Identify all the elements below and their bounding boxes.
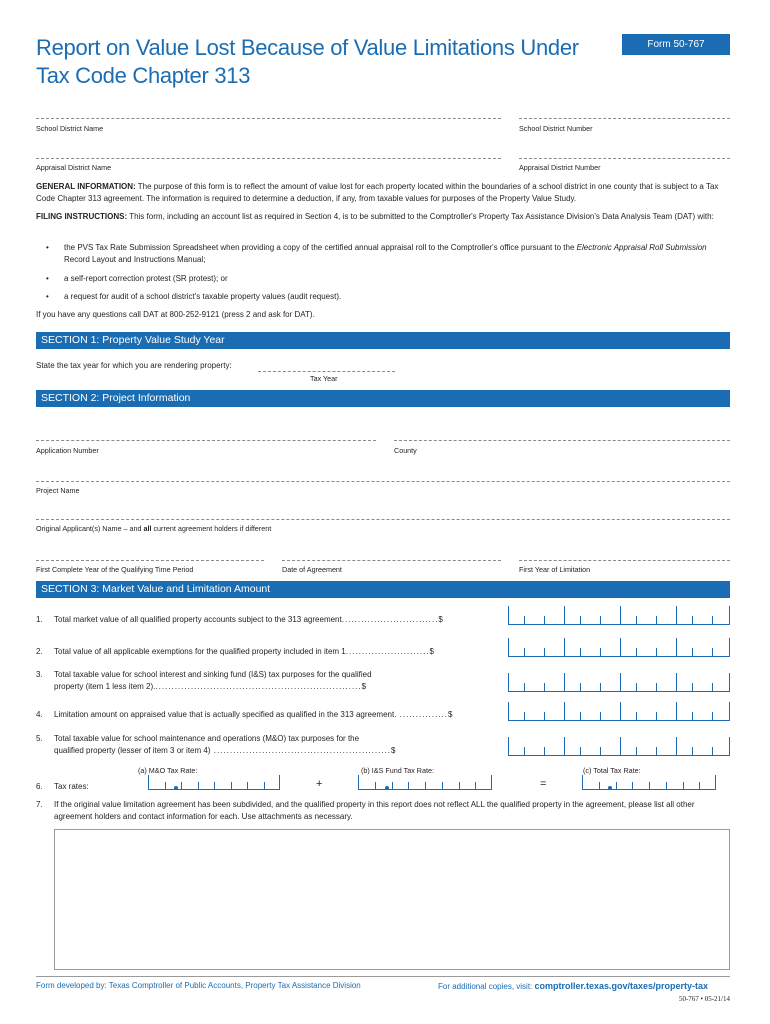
comb-divider [564, 737, 565, 755]
item-5-number: 5. [36, 734, 43, 743]
comb-divider [392, 782, 393, 789]
comb-divider [580, 683, 581, 691]
item-3-label-line1: Total taxable value for school interest and sinking fund (I&S) tax purposes for the qualified [54, 670, 372, 679]
comb-divider [600, 747, 601, 755]
comb-divider [692, 712, 693, 720]
comb-divider [676, 702, 677, 720]
comb-divider [729, 702, 730, 720]
comb-divider [279, 775, 280, 789]
appraisal-district-number-field[interactable] [519, 158, 730, 159]
section-3-header: SECTION 3: Market Value and Limitation Amount [36, 581, 730, 598]
dollar-sign: $ [448, 710, 453, 719]
bullet-icon: • [46, 243, 49, 252]
item-1-label: Total market value of all qualified property accounts subject to the 313 agreement [54, 615, 342, 624]
comb-divider [676, 606, 677, 624]
item-3-number: 3. [36, 670, 43, 679]
item-5-amount-field[interactable] [508, 738, 730, 756]
comb-divider [580, 712, 581, 720]
comb-divider [508, 702, 509, 720]
general-information-text: The purpose of this form is to reflect the amount of value lost for each property located within the boundaries of a school district in one county that is subject to a Tax Code Chapter 313 agreement. The information is required to determine a deduction, if any, from taxable values for purposes of the Property Value Study. [36, 182, 719, 203]
comb-divider [715, 775, 716, 789]
item-2-leader: .......................... [345, 647, 430, 656]
comb-divider [600, 712, 601, 720]
dollar-sign: $ [438, 615, 443, 624]
item-5-label-line2: qualified property (lesser of item 3 or item 4) [54, 746, 211, 755]
dollar-sign: $ [429, 647, 434, 656]
agreement-holders-textarea[interactable] [54, 829, 730, 970]
comb-divider [459, 782, 460, 789]
item-7-text: If the original value limitation agreement has been subdivided, and the qualified property in this report does not reflect ALL the qualified property in the agreement, please list all other agreement holders and contact information for each. Use attachments as necessary. [54, 800, 695, 821]
comb-divider [692, 683, 693, 691]
filing-instructions-text: This form, including an account list as required in Section 4, is to be submitted to the Comptroller's Property Tax Assistance Division's Data Analysis Team (DAT) with: [129, 212, 714, 221]
item-4-amount-field[interactable] [508, 703, 730, 721]
comb-divider [491, 775, 492, 789]
comb-divider [729, 673, 730, 691]
comb-divider [729, 606, 730, 624]
item-4-label: Limitation amount on appraised value that is actually specified as qualified in the 313 agreement. [54, 710, 397, 719]
comb-divider [580, 648, 581, 656]
comb-divider [165, 782, 166, 789]
comb-divider [544, 712, 545, 720]
footer-url-link[interactable]: comptroller.texas.gov/taxes/property-tax [534, 981, 709, 991]
comb-divider [656, 747, 657, 755]
decimal-point-icon [174, 786, 178, 790]
item-6-label: Tax rates: [54, 782, 89, 791]
comb-divider [676, 737, 677, 755]
filing-instructions [36, 211, 730, 223]
applicant-name-label [36, 524, 271, 533]
footer-form-date: 50-767 • 05-21/14 [678, 995, 730, 1003]
comb-divider [564, 606, 565, 624]
filing-bullet-1-post: Record Layout and Instructions Manual; [64, 255, 206, 264]
comb-divider [582, 775, 583, 789]
comb-divider [564, 673, 565, 691]
decimal-point-icon [608, 786, 612, 790]
item-1-number: 1. [36, 615, 43, 624]
comb-divider [564, 702, 565, 720]
comb-divider [699, 782, 700, 789]
comb-divider [358, 775, 359, 789]
item-2-number: 2. [36, 647, 43, 656]
tax-year-prompt: State the tax year for which you are rendering property: [36, 361, 232, 370]
comb-divider [692, 616, 693, 624]
mo-tax-rate-field[interactable] [148, 776, 280, 790]
school-district-number-label: School District Number [519, 124, 593, 133]
comb-divider [564, 638, 565, 656]
first-year-limitation-label: First Year of Limitation [519, 565, 591, 574]
item-1-amount-field[interactable] [508, 607, 730, 625]
comb-divider [620, 702, 621, 720]
plus-sign: + [316, 778, 323, 790]
comb-divider [729, 638, 730, 656]
total-tax-rate-field[interactable] [582, 776, 716, 790]
item-4-leader: ............... [396, 710, 448, 719]
application-number-label: Application Number [36, 446, 99, 455]
form-number-badge: Form 50-767 [622, 34, 730, 55]
comb-divider [712, 712, 713, 720]
comb-divider [712, 648, 713, 656]
item-4-text [54, 709, 504, 721]
comb-divider [620, 737, 621, 755]
bullet-icon: • [46, 292, 49, 301]
comb-divider [524, 712, 525, 720]
item-1-text [54, 614, 504, 626]
comb-divider [544, 747, 545, 755]
comb-divider [620, 606, 621, 624]
comb-divider [524, 747, 525, 755]
item-2-amount-field[interactable] [508, 639, 730, 657]
applicant-name-field[interactable] [36, 519, 730, 520]
comb-divider [620, 638, 621, 656]
comb-divider [600, 648, 601, 656]
item-4-number: 4. [36, 710, 43, 719]
filing-bullet-1 [64, 242, 724, 266]
comb-divider [683, 782, 684, 789]
comb-divider [231, 782, 232, 789]
project-name-label: Project Name [36, 486, 80, 495]
general-information [36, 181, 730, 205]
comb-divider [544, 648, 545, 656]
filing-bullet-2: a self-report correction protest (SR protest); or [64, 274, 228, 283]
comb-divider [600, 683, 601, 691]
comb-divider [632, 782, 633, 789]
comb-divider [712, 616, 713, 624]
form-title: Report on Value Lost Because of Value Limitations Under Tax Code Chapter 313 [36, 35, 579, 88]
item-3-amount-field[interactable] [508, 674, 730, 692]
general-information-label: GENERAL INFORMATION: [36, 182, 136, 191]
comb-divider [214, 782, 215, 789]
comb-divider [666, 782, 667, 789]
item-3-label-line2: property (item 1 less item 2). [54, 682, 156, 691]
item-5-text [54, 733, 504, 757]
comb-divider [580, 747, 581, 755]
comb-divider [508, 737, 509, 755]
project-name-field[interactable] [36, 481, 730, 482]
item-6-number: 6. [36, 782, 43, 791]
filing-bullet-1-italic: Electronic Appraisal Roll Submission [576, 243, 707, 252]
first-complete-year-field[interactable] [36, 560, 264, 561]
item-5-label-line1: Total taxable value for school maintenance and operations (M&O) tax purposes for the [54, 734, 360, 743]
dollar-sign: $ [390, 746, 396, 755]
mo-tax-rate-label: (a) M&O Tax Rate: [138, 766, 198, 775]
school-district-name-field[interactable] [36, 118, 501, 119]
comb-divider [636, 683, 637, 691]
tax-year-field[interactable] [258, 371, 395, 372]
date-of-agreement-field[interactable] [282, 560, 501, 561]
county-field[interactable] [394, 440, 730, 441]
comb-divider [656, 616, 657, 624]
comb-divider [712, 683, 713, 691]
item-3-text [54, 669, 504, 693]
footer-copies-label: For additional copies, visit: [438, 982, 535, 991]
applicant-label-bold: all [143, 524, 152, 533]
is-tax-rate-field[interactable] [358, 776, 492, 790]
comb-divider [649, 782, 650, 789]
first-year-limitation-field[interactable] [519, 560, 730, 561]
comb-divider [524, 648, 525, 656]
comb-divider [247, 782, 248, 789]
item-2-label: Total value of all applicable exemptions for the qualified property included in item 1 [54, 647, 346, 656]
comb-divider [524, 616, 525, 624]
filing-instructions-label: FILING INSTRUCTIONS: [36, 212, 128, 221]
item-2-text [54, 646, 504, 658]
questions-text: If you have any questions call DAT at 800-252-9121 (press 2 and ask for DAT). [36, 310, 315, 319]
comb-divider [442, 782, 443, 789]
tax-year-label: Tax Year [310, 374, 338, 383]
comb-divider [712, 747, 713, 755]
appraisal-district-number-label: Appraisal District Number [519, 163, 601, 172]
comb-divider [636, 747, 637, 755]
applicant-label-pre: Original Applicant(s) Name – and [36, 524, 144, 533]
comb-divider [636, 648, 637, 656]
appraisal-district-name-field[interactable] [36, 158, 501, 159]
comb-divider [148, 775, 149, 789]
footer-developed-by: Form developed by: Texas Comptroller of Public Accounts, Property Tax Assistance Division [36, 981, 361, 990]
comb-divider [620, 673, 621, 691]
decimal-point-icon [385, 786, 389, 790]
application-number-field[interactable] [36, 440, 376, 441]
comb-divider [692, 747, 693, 755]
dollar-sign: $ [361, 682, 367, 691]
comb-divider [198, 782, 199, 789]
comb-divider [475, 782, 476, 789]
comb-divider [692, 648, 693, 656]
comb-divider [676, 638, 677, 656]
item-7-number: 7. [36, 800, 43, 809]
comb-divider [544, 616, 545, 624]
first-complete-year-label: First Complete Year of the Qualifying Time Period [36, 565, 194, 574]
comb-divider [599, 782, 600, 789]
comb-divider [616, 782, 617, 789]
applicant-label-post: current agreement holders if different [151, 524, 272, 533]
county-label: County [394, 446, 417, 455]
comb-divider [425, 782, 426, 789]
comb-divider [264, 782, 265, 789]
total-tax-rate-label: (c) Total Tax Rate: [583, 766, 641, 775]
filing-bullet-1-pre: the PVS Tax Rate Submission Spreadsheet when providing a copy of the certified annual appraisal roll to the Comptroller's office pursuant to the [64, 243, 577, 252]
section-1-header: SECTION 1: Property Value Study Year [36, 332, 730, 349]
comb-divider [375, 782, 376, 789]
comb-divider [656, 648, 657, 656]
comb-divider [580, 616, 581, 624]
comb-divider [600, 616, 601, 624]
comb-divider [508, 638, 509, 656]
footer-copies [438, 981, 708, 991]
comb-divider [729, 737, 730, 755]
item-1-leader: .............................. [341, 615, 439, 624]
date-of-agreement-label: Date of Agreement [282, 565, 342, 574]
comb-divider [636, 616, 637, 624]
footer-divider [36, 976, 730, 977]
item-3-leader: ................................................................ [155, 682, 362, 691]
comb-divider [181, 782, 182, 789]
item-5-leader: ....................................................... [210, 746, 391, 755]
comb-divider [508, 606, 509, 624]
bullet-icon: • [46, 274, 49, 283]
comb-divider [656, 683, 657, 691]
comb-divider [408, 782, 409, 789]
is-tax-rate-label: (b) I&S Fund Tax Rate: [361, 766, 434, 775]
school-district-number-field[interactable] [519, 118, 730, 119]
school-district-name-label: School District Name [36, 124, 104, 133]
comb-divider [544, 683, 545, 691]
equals-sign: = [540, 778, 547, 790]
comb-divider [656, 712, 657, 720]
comb-divider [508, 673, 509, 691]
comb-divider [676, 673, 677, 691]
appraisal-district-name-label: Appraisal District Name [36, 163, 112, 172]
comb-divider [524, 683, 525, 691]
filing-bullet-3: a request for audit of a school district's taxable property values (audit request). [64, 292, 342, 301]
comb-divider [636, 712, 637, 720]
section-2-header: SECTION 2: Project Information [36, 390, 730, 407]
